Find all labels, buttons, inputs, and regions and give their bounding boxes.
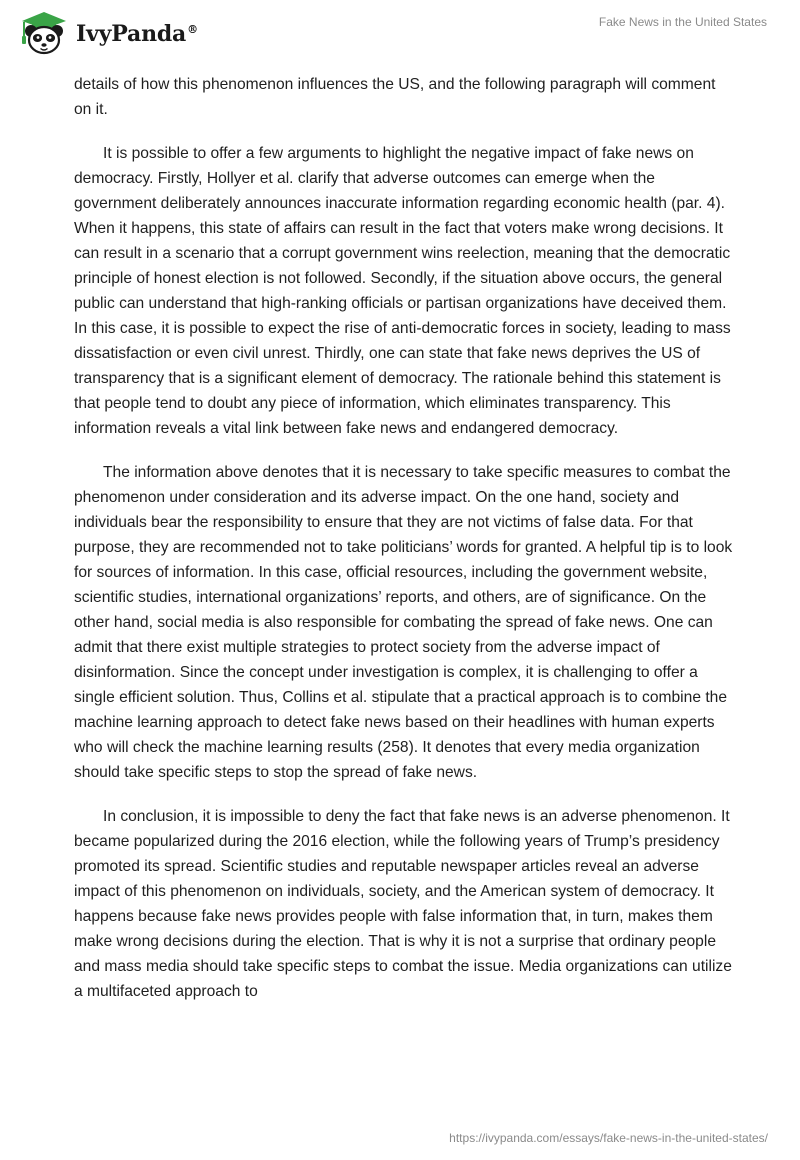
panda-graduate-icon bbox=[14, 8, 70, 56]
paragraph-continuation: details of how this phenomenon influences the US, and the following paragraph will comment on it. bbox=[74, 76, 716, 118]
document-title: Fake News in the United States bbox=[598, 15, 767, 29]
essay-body bbox=[74, 72, 734, 1023]
paragraph-conclusion: In conclusion, it is impossible to deny the fact that fake news is an adverse phenomenon. It became popularized during the 2016 election, while the following years of Trump’s presidency promoted its spread. Scientific studies and reputable newspaper articles reveal an adverse impact of this phenomenon on individuals, society, and the American system of democracy. It happens because fake news provides people with false information that, in turn, makes them make wrong decisions during the election. That is why it is not a surprise that ordinary people and mass media should take specific steps to combat the issue. Media organizations can utilize a multifaceted approach to bbox=[74, 808, 732, 1000]
page-header bbox=[0, 0, 800, 70]
source-url[interactable]: https://ivypanda.com/essays/fake-news-in-the-united-states/ bbox=[449, 1131, 768, 1145]
logo-wordmark: IvyPanda® bbox=[76, 21, 198, 47]
paragraph-fake-news-democracy: It is possible to offer a few arguments to highlight the negative impact of fake news on democracy. Firstly, Hollyer et al. clarify that adverse outcomes can emerge when the government deliberately announces inaccurate information regarding economic health (par. 4). When it happens, this state of affairs can result in the fact that voters make wrong decisions. It can result in a scenario that a corrupt government wins reelection, meaning that the democratic principle of honest election is not followed. Secondly, if the situation above occurs, the general public can understand that high-ranking officials or partisan organizations have deceived them. In this case, it is possible to expect the rise of anti-democratic forces in society, leading to mass dissatisfaction or even civil unrest. Thirdly, one can state that fake news deprives the US of transparency that is a significant element of democracy. The rationale behind this statement is that people tend to doubt any piece of information, which eliminates transparency. This information reveals a vital link between fake news and endangered democracy. bbox=[74, 145, 731, 437]
ivypanda-logo[interactable] bbox=[14, 8, 198, 56]
paragraph-combat-measures: The information above denotes that it is necessary to take specific measures to combat the phenomenon under consideration and its adverse impact. On the one hand, society and individuals bear the responsibility to ensure that they are not victims of false data. For that purpose, they are recommended not to take politicians’ words for granted. A helpful tip is to look for sources of information. In this case, official resources, including the government website, scientific studies, international organizations’ reports, and others, are of significance. On the other hand, social media is also responsible for combating the spread of fake news. One can admit that there exist multiple strategies to protect society from the adverse impact of disinformation. Since the concept under investigation is complex, it is challenging to offer a single efficient solution. Thus, Collins et al. stipulate that a practical approach is to combine the machine learning approach to detect fake news based on their headlines with human experts who will check the machine learning results (258). It denotes that every media organization should take specific steps to stop the spread of fake news. bbox=[74, 464, 733, 781]
